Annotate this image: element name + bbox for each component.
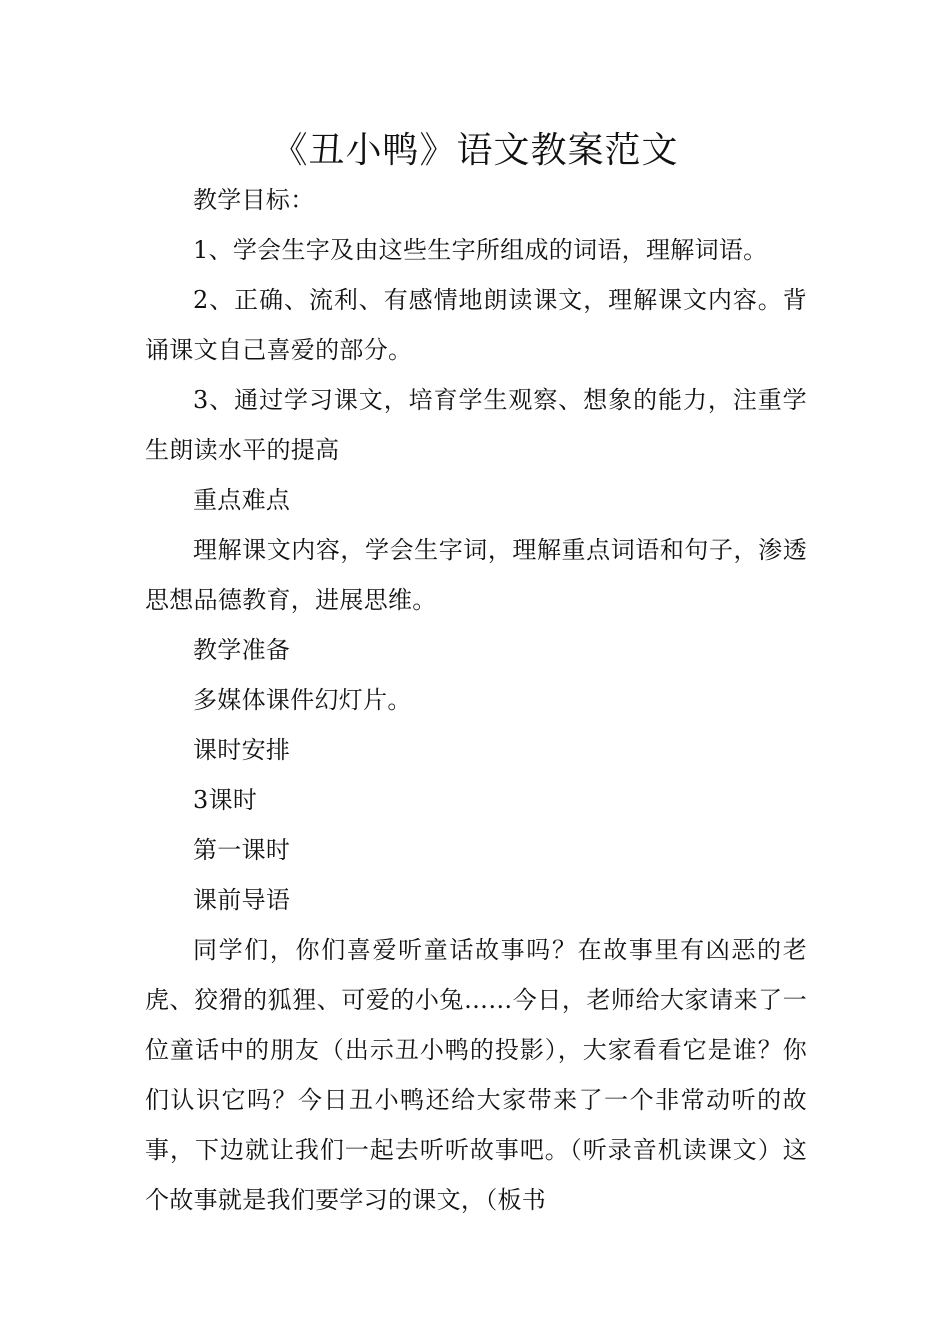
goal-item-1: 1、学会生字及由这些生字所组成的词语，理解词语。 (193, 236, 768, 264)
heading-preparation: 教学准备 (193, 636, 291, 664)
heading-intro: 课前导语 (193, 886, 291, 914)
document-title: 《丑小鸭》语文教案范文 (271, 130, 679, 171)
preparation-text: 多媒体课件幻灯片。 (193, 686, 412, 714)
heading-teaching-goals: 教学目标： (193, 186, 315, 214)
heading-schedule: 课时安排 (193, 736, 291, 764)
schedule-text: 3课时 (193, 786, 258, 814)
goal-item-2: 2、正确、流利、有感情地朗读课文，理解课文内容。背诵课文自己喜爱的部分。 (145, 286, 807, 364)
heading-key-points: 重点难点 (193, 486, 291, 514)
intro-text: 同学们，你们喜爱听童话故事吗？在故事里有凶恶的老虎、狡猾的狐狸、可爱的小兔……今日，老师给大家请来了一位童话中的朋友（出示丑小鸭的投影），大家看看它是谁？你们认识它吗？今日丑小鸭还给大家带来了一个非常动听的故事，下边就让我们一起去听听故事吧。（听录音机读课文）这个故事就是我们要学习的课文，（板书 (145, 936, 807, 1214)
document-body (145, 175, 807, 1225)
goal-item-3: 3、通过学习课文，培育学生观察、想象的能力，注重学生朗读水平的提高 (145, 386, 807, 464)
heading-first-lesson: 第一课时 (193, 836, 291, 864)
key-points-text: 理解课文内容，学会生字词，理解重点词语和句子，渗透思想品德教育，进展思维。 (145, 536, 807, 614)
